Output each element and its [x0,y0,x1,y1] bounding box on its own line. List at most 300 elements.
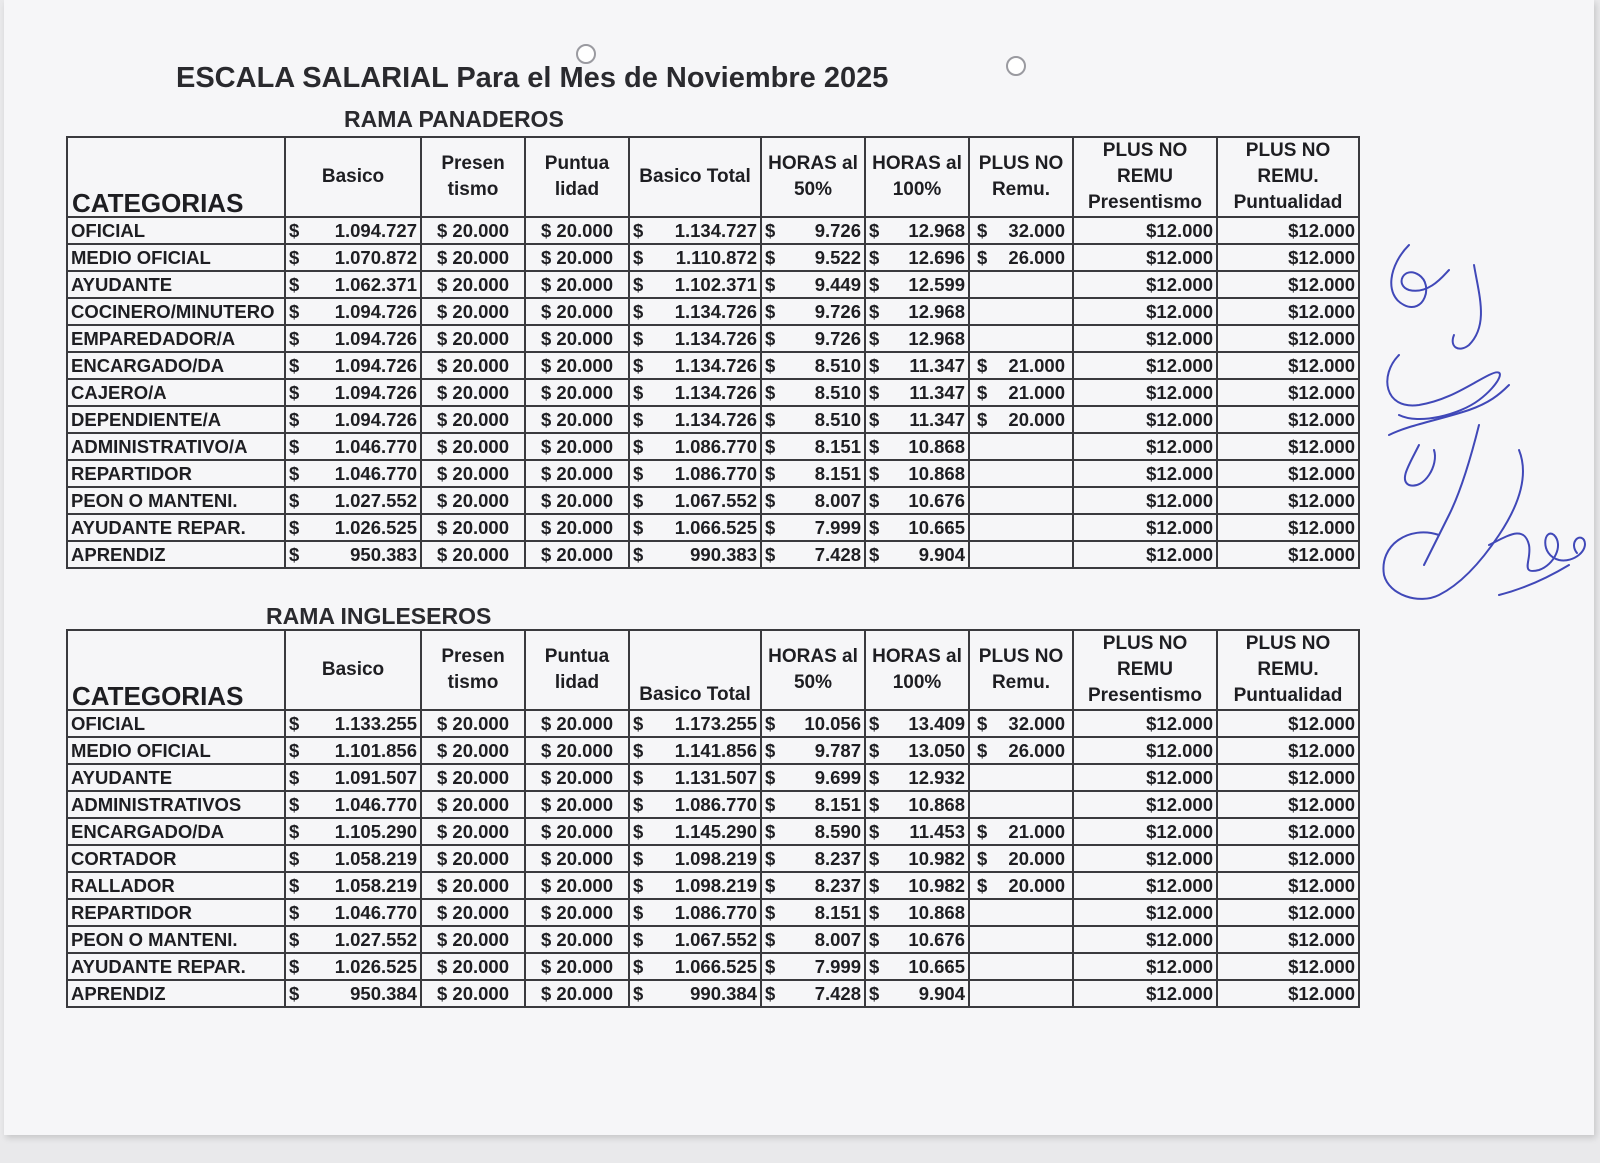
cell-horas-50 [761,710,865,737]
cell-value: 1.058.219 [334,848,417,869]
cell-horas-100 [865,514,969,541]
cell-value: 1.094.726 [334,409,417,430]
currency-sign: $ [289,848,300,869]
currency-sign: $ [869,767,880,788]
table-row [67,541,1359,568]
cell-basico-total [629,433,761,460]
cell-value: 1.086.770 [674,902,757,923]
cell-puntualidad [525,379,629,406]
currency-sign: $ [869,713,880,734]
cell-presentismo [421,541,525,568]
currency-sign: $ [1288,517,1299,538]
cell-plus-presentismo [1073,298,1217,325]
currency-sign: $ [1288,463,1299,484]
currency-sign: $ [540,247,552,268]
currency-sign: $ [1146,740,1157,761]
header-categorias: CATEGORIAS [67,137,285,217]
currency-sign: $ [1146,821,1157,842]
cell-plus-puntualidad [1217,899,1359,926]
cell-value: 20.000 [452,929,510,950]
cell-plus-puntualidad [1217,980,1359,1007]
currency-sign: $ [765,409,776,430]
cell-horas-100 [865,872,969,899]
cell-value: 10.868 [908,794,965,815]
cell-value: 12.000 [1156,409,1213,430]
cell-value: 20.000 [556,544,614,565]
cell-puntualidad [525,980,629,1007]
cell-plus-presentismo [1073,514,1217,541]
cell-value: 20.000 [452,794,510,815]
cell-plus-no-remu [969,872,1073,899]
cell-horas-50 [761,980,865,1007]
cell-basico-total [629,487,761,514]
cell-value: 20.000 [556,463,614,484]
cell-basico [285,514,421,541]
currency-sign: $ [633,436,644,457]
currency-sign: $ [1288,355,1299,376]
cell-basico [285,953,421,980]
currency-sign: $ [633,848,644,869]
cell-value: 11.347 [909,409,965,430]
cell-plus-presentismo [1073,271,1217,298]
cell-value: 1.070.872 [334,247,417,268]
currency-sign: $ [1146,355,1157,376]
cell-value: 12.000 [1156,794,1213,815]
cell-value: 12.000 [1298,436,1355,457]
currency-sign: $ [869,821,880,842]
cell-presentismo [421,737,525,764]
cell-presentismo [421,872,525,899]
header-basico: Basico [285,137,421,217]
currency-sign: $ [289,436,300,457]
currency-sign: $ [436,902,448,923]
cell-value: 8.007 [814,490,861,511]
table-row [67,764,1359,791]
currency-sign: $ [540,328,552,349]
currency-sign: $ [1146,767,1157,788]
currency-sign: $ [977,713,988,734]
cell-basico-total [629,541,761,568]
cell-value: 1.046.770 [334,794,417,815]
cell-presentismo [421,818,525,845]
cell-categoria: DEPENDIENTE/A [67,406,285,433]
cell-value: 10.665 [908,517,965,538]
cell-plus-no-remu [969,487,1073,514]
currency-sign: $ [289,983,300,1004]
punch-hole [576,44,596,64]
currency-sign: $ [540,436,552,457]
cell-plus-no-remu [969,845,1073,872]
header-plus-presentismo: PLUS NO REMU Presentismo [1073,630,1217,710]
currency-sign: $ [1288,328,1299,349]
cell-horas-50 [761,926,865,953]
currency-sign: $ [436,436,448,457]
cell-horas-50 [761,764,865,791]
cell-value: 1.134.727 [674,220,757,241]
currency-sign: $ [289,463,300,484]
cell-value: 12.000 [1298,463,1355,484]
currency-sign: $ [869,490,880,511]
currency-sign: $ [977,247,988,268]
currency-sign: $ [289,794,300,815]
cell-horas-50 [761,325,865,352]
cell-categoria: RALLADOR [67,872,285,899]
header-plus-no-remu: PLUS NO Remu. [969,137,1073,217]
cell-basico-total [629,818,761,845]
cell-basico [285,433,421,460]
cell-horas-50 [761,872,865,899]
cell-value: 8.007 [814,929,861,950]
document-sheet [4,0,1594,1135]
currency-sign: $ [977,409,988,430]
cell-plus-puntualidad [1217,487,1359,514]
cell-value: 20.000 [556,436,614,457]
cell-basico-total [629,514,761,541]
header-row [67,630,1359,710]
cell-value: 12.000 [1156,983,1213,1004]
cell-value: 20.000 [556,929,614,950]
cell-plus-puntualidad [1217,379,1359,406]
currency-sign: $ [436,848,448,869]
cell-horas-100 [865,271,969,298]
currency-sign: $ [1288,929,1299,950]
cell-value: 1.133.255 [334,713,417,734]
cell-value: 1.066.525 [674,956,757,977]
cell-value: 12.968 [908,328,965,349]
currency-sign: $ [1288,382,1299,403]
cell-basico [285,244,421,271]
currency-sign: $ [869,409,880,430]
cell-categoria: EMPAREDADOR/A [67,325,285,352]
currency-sign: $ [633,821,644,842]
cell-value: 1.067.552 [674,929,757,950]
cell-basico-total [629,764,761,791]
cell-categoria: CAJERO/A [67,379,285,406]
cell-value: 1.102.371 [674,274,757,295]
cell-presentismo [421,406,525,433]
cell-value: 20.000 [452,463,510,484]
cell-value: 1.026.525 [334,517,417,538]
currency-sign: $ [765,220,776,241]
currency-sign: $ [289,767,300,788]
cell-value: 10.982 [908,848,965,869]
header-basico-total: Basico Total [629,137,761,217]
cell-basico [285,379,421,406]
cell-value: 20.000 [556,355,614,376]
currency-sign: $ [436,740,448,761]
currency-sign: $ [540,274,552,295]
cell-puntualidad [525,352,629,379]
cell-basico-total [629,352,761,379]
currency-sign: $ [633,355,644,376]
currency-sign: $ [1146,220,1157,241]
currency-sign: $ [436,220,448,241]
currency-sign: $ [869,328,880,349]
currency-sign: $ [977,220,988,241]
currency-sign: $ [869,301,880,322]
cell-presentismo [421,352,525,379]
currency-sign: $ [436,983,448,1004]
cell-value: 20.000 [556,409,614,430]
cell-value: 1.086.770 [674,463,757,484]
currency-sign: $ [869,436,880,457]
cell-value: 1.105.290 [334,821,417,842]
currency-sign: $ [540,220,552,241]
cell-horas-100 [865,460,969,487]
cell-value: 12.000 [1156,767,1213,788]
cell-categoria: REPARTIDOR [67,460,285,487]
currency-sign: $ [765,740,776,761]
cell-value: 20.000 [556,983,614,1004]
cell-value: 12.000 [1156,902,1213,923]
cell-basico-total [629,271,761,298]
handwritten-signature [1379,235,1599,635]
cell-basico-total [629,791,761,818]
header-plus-no-remu: PLUS NO Remu. [969,630,1073,710]
currency-sign: $ [1288,274,1299,295]
cell-value: 26.000 [1008,740,1065,761]
cell-value: 20.000 [556,848,614,869]
currency-sign: $ [1288,436,1299,457]
cell-value: 11.453 [909,821,965,842]
cell-categoria: REPARTIDOR [67,899,285,926]
cell-plus-no-remu [969,460,1073,487]
cell-value: 12.000 [1156,929,1213,950]
cell-presentismo [421,980,525,1007]
document-title: ESCALA SALARIAL Para el Mes de Noviembre 2025 [176,62,889,94]
cell-plus-presentismo [1073,217,1217,244]
cell-basico [285,764,421,791]
cell-value: 20.000 [556,328,614,349]
currency-sign: $ [869,983,880,1004]
cell-value: 1.098.219 [674,848,757,869]
section-title-panaderos: RAMA PANADEROS [344,106,564,132]
currency-sign: $ [289,544,300,565]
cell-horas-50 [761,217,865,244]
cell-presentismo [421,514,525,541]
cell-puntualidad [525,791,629,818]
currency-sign: $ [1288,490,1299,511]
cell-value: 12.000 [1156,544,1213,565]
table-row [67,926,1359,953]
currency-sign: $ [633,247,644,268]
currency-sign: $ [977,848,988,869]
cell-value: 20.000 [556,382,614,403]
cell-puntualidad [525,298,629,325]
currency-sign: $ [765,848,776,869]
cell-basico [285,791,421,818]
cell-value: 20.000 [452,902,510,923]
cell-categoria: AYUDANTE [67,764,285,791]
currency-sign: $ [1146,902,1157,923]
currency-sign: $ [436,409,448,430]
currency-sign: $ [289,875,300,896]
currency-sign: $ [633,713,644,734]
cell-value: 12.000 [1298,328,1355,349]
cell-puntualidad [525,217,629,244]
cell-value: 12.000 [1156,713,1213,734]
cell-value: 20.000 [452,490,510,511]
cell-value: 20.000 [556,902,614,923]
cell-horas-50 [761,244,865,271]
cell-value: 8.151 [814,794,861,815]
cell-value: 20.000 [556,220,614,241]
header-presentismo: Presen tismo [421,630,525,710]
currency-sign: $ [289,821,300,842]
cell-value: 1.101.856 [334,740,417,761]
currency-sign: $ [436,274,448,295]
cell-value: 8.510 [814,355,861,376]
cell-value: 1.094.726 [334,382,417,403]
cell-value: 1.134.726 [674,382,757,403]
cell-basico [285,541,421,568]
currency-sign: $ [289,490,300,511]
cell-plus-presentismo [1073,379,1217,406]
currency-sign: $ [289,740,300,761]
cell-categoria: CORTADOR [67,845,285,872]
cell-value: 20.000 [556,517,614,538]
cell-value: 1.134.726 [674,409,757,430]
currency-sign: $ [869,544,880,565]
cell-value: 1.026.525 [334,956,417,977]
table-row [67,710,1359,737]
cell-basico [285,872,421,899]
cell-value: 20.000 [556,274,614,295]
cell-basico [285,217,421,244]
cell-value: 1.098.219 [674,875,757,896]
table-row [67,737,1359,764]
currency-sign: $ [1288,301,1299,322]
cell-value: 8.510 [814,382,861,403]
salary-table-ingleseros [66,629,1360,1008]
currency-sign: $ [869,740,880,761]
currency-sign: $ [436,490,448,511]
currency-sign: $ [436,382,448,403]
cell-plus-presentismo [1073,487,1217,514]
cell-value: 20.000 [452,983,510,1004]
cell-value: 1.066.525 [674,517,757,538]
cell-value: 12.000 [1298,794,1355,815]
cell-horas-100 [865,352,969,379]
cell-categoria: ADMINISTRATIVOS [67,791,285,818]
cell-puntualidad [525,487,629,514]
currency-sign: $ [540,902,552,923]
cell-value: 12.000 [1298,983,1355,1004]
cell-plus-presentismo [1073,980,1217,1007]
cell-value: 21.000 [1008,821,1065,842]
cell-value: 1.145.290 [674,821,757,842]
cell-value: 7.999 [814,956,861,977]
cell-plus-presentismo [1073,899,1217,926]
cell-value: 20.000 [556,740,614,761]
currency-sign: $ [1288,821,1299,842]
currency-sign: $ [1146,956,1157,977]
cell-presentismo [421,325,525,352]
cell-value: 1.086.770 [674,794,757,815]
currency-sign: $ [289,247,300,268]
currency-sign: $ [869,247,880,268]
cell-plus-puntualidad [1217,271,1359,298]
cell-presentismo [421,953,525,980]
cell-plus-puntualidad [1217,710,1359,737]
currency-sign: $ [1146,274,1157,295]
cell-value: 20.000 [556,301,614,322]
cell-plus-presentismo [1073,764,1217,791]
table-row [67,818,1359,845]
cell-puntualidad [525,926,629,953]
cell-basico-total [629,845,761,872]
currency-sign: $ [1146,794,1157,815]
currency-sign: $ [1288,794,1299,815]
cell-value: 20.000 [1008,848,1065,869]
table-row [67,271,1359,298]
cell-value: 12.000 [1298,740,1355,761]
currency-sign: $ [289,517,300,538]
currency-sign: $ [1146,848,1157,869]
cell-value: 20.000 [556,713,614,734]
cell-plus-no-remu [969,406,1073,433]
cell-horas-50 [761,406,865,433]
cell-presentismo [421,460,525,487]
currency-sign: $ [289,902,300,923]
cell-plus-puntualidad [1217,818,1359,845]
currency-sign: $ [869,929,880,950]
currency-sign: $ [977,740,988,761]
currency-sign: $ [289,956,300,977]
cell-basico-total [629,926,761,953]
header-plus-puntualidad: PLUS NO REMU. Puntualidad [1217,630,1359,710]
currency-sign: $ [1288,902,1299,923]
cell-horas-50 [761,514,865,541]
currency-sign: $ [540,767,552,788]
cell-value: 12.000 [1156,490,1213,511]
cell-value: 1.086.770 [674,436,757,457]
cell-value: 12.000 [1156,328,1213,349]
cell-value: 12.000 [1298,713,1355,734]
cell-horas-50 [761,352,865,379]
cell-plus-presentismo [1073,460,1217,487]
cell-plus-no-remu [969,514,1073,541]
currency-sign: $ [540,517,552,538]
cell-basico-total [629,737,761,764]
cell-value: 20.000 [556,821,614,842]
currency-sign: $ [289,220,300,241]
cell-puntualidad [525,433,629,460]
cell-value: 12.000 [1156,463,1213,484]
currency-sign: $ [540,983,552,1004]
cell-value: 7.999 [814,517,861,538]
currency-sign: $ [540,544,552,565]
cell-plus-presentismo [1073,710,1217,737]
cell-value: 12.000 [1156,740,1213,761]
header-horas-50: HORAS al 50% [761,137,865,217]
currency-sign: $ [1288,247,1299,268]
cell-value: 1.094.726 [334,328,417,349]
cell-basico [285,926,421,953]
currency-sign: $ [1146,544,1157,565]
cell-basico-total [629,217,761,244]
cell-plus-no-remu [969,926,1073,953]
currency-sign: $ [436,956,448,977]
cell-horas-100 [865,298,969,325]
cell-value: 1.134.726 [674,355,757,376]
cell-basico-total [629,379,761,406]
cell-horas-50 [761,487,865,514]
cell-plus-puntualidad [1217,460,1359,487]
currency-sign: $ [633,902,644,923]
currency-sign: $ [869,355,880,376]
cell-value: 20.000 [452,301,510,322]
